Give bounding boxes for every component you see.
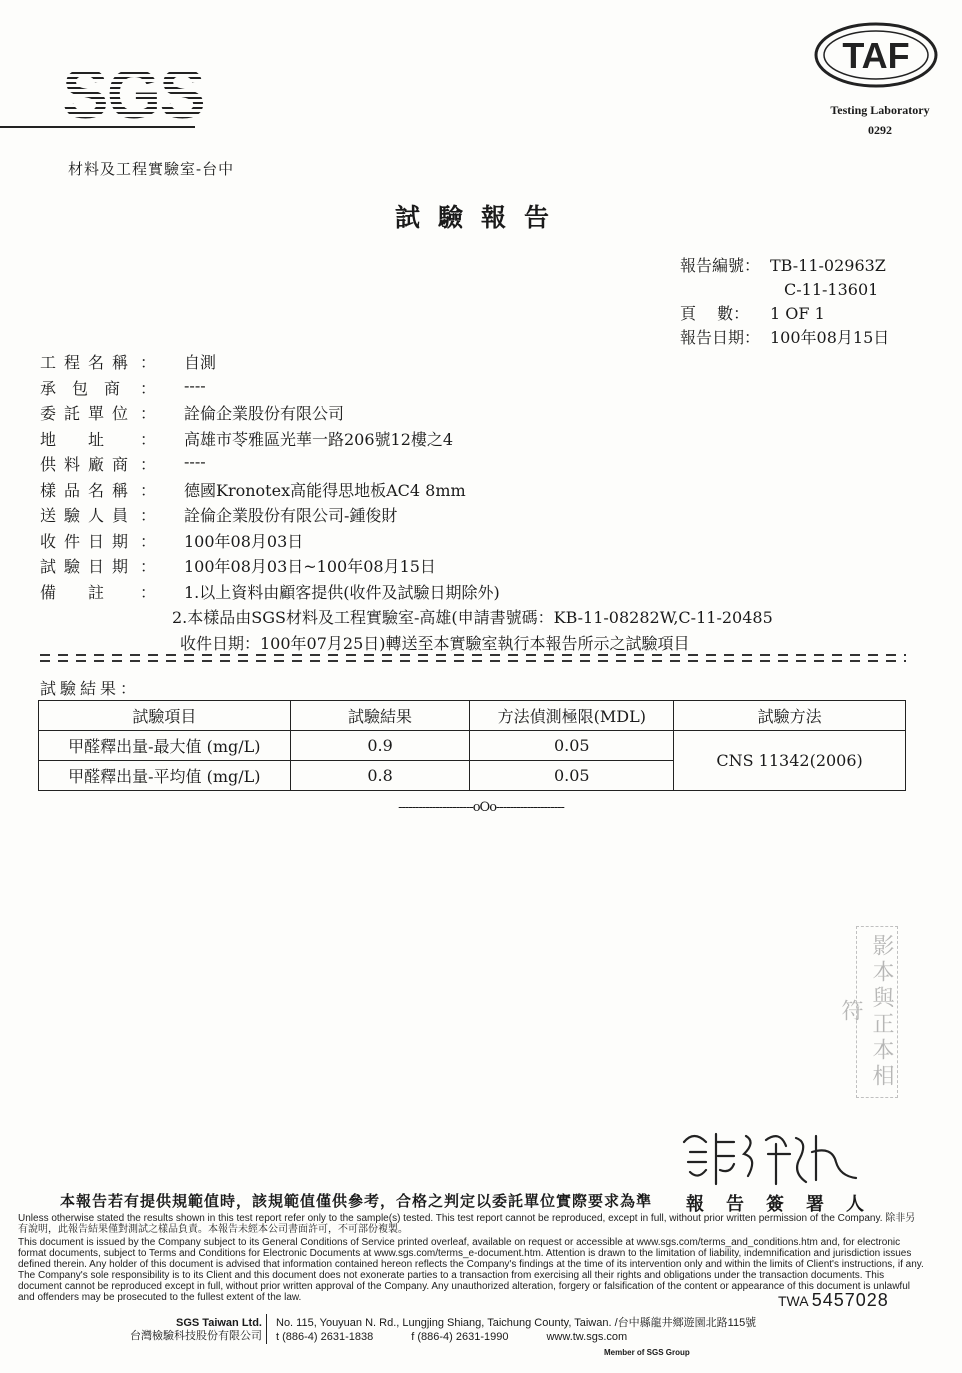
test-method: CNS 11342(2006) xyxy=(674,731,906,791)
fine-print-2: This document is issued by the Company subject to its General Conditions of Service printed overleaf, available on request or accessible at www.sgs.com/terms_and_conditions.htm and, for electronic format documents, subject to Terms and Conditions for Electronic Documents at www.sgs.com/terms_e-document.htm. Attention is drawn to the limitation of liability, indemnification and jurisdiction issues defined therein. Any holder of this document is advised that information contained hereon reflects the Company's findings at the time of its intervention only and within the limits of Client's instructions, if any. The Company's sole responsibility is to its Client and this document does not exonerate parties to a transaction from exercising all their rights and obligations under the transaction documents. This document cannot be reproduced except in full, without prior written approval of the Company. Any unauthorized alteration, forgery or falsification of the content or appearance of this document is unlawful and offenders may be prosecuted to the fullest extent of the law. xyxy=(18,1237,924,1303)
info-value: 詮倫企業股份有限公司-鍾俊財 xyxy=(184,506,398,525)
report-meta xyxy=(680,254,889,350)
header-mdl: 方法偵測極限(MDL) xyxy=(470,701,674,731)
fax: f (886-4) 2631-1990 xyxy=(411,1331,509,1343)
pages-value: 1 OF 1 xyxy=(770,304,825,323)
info-label: 樣 品 名 稱 ： xyxy=(40,480,156,500)
report-date-value: 100年08月15日 xyxy=(770,328,890,347)
tel: t (886-4) 2631-1838 xyxy=(276,1331,374,1343)
info-label: 供 料 廠 商 ： xyxy=(40,455,156,474)
footer-address xyxy=(276,1316,756,1344)
signatory-label: 報告簽署人 xyxy=(686,1194,886,1215)
row-mdl: 0.05 xyxy=(470,731,674,761)
row-result: 0.9 xyxy=(290,731,470,761)
taf-logo xyxy=(812,20,940,90)
taf-logo-text: TAF xyxy=(842,35,910,76)
info-label: 委 託 單 位 ： xyxy=(40,404,156,423)
row-item: 甲醛釋出量-平均值 (mg/L) xyxy=(39,761,291,791)
pages-label: 頁 數： xyxy=(680,304,750,323)
signature xyxy=(676,1122,876,1192)
info-value: 收件日期：100年07月25日)轉送至本實驗室執行本報告所示之試驗項目 xyxy=(180,633,690,653)
lab-name: 材料及工程實驗室-台中 xyxy=(68,160,235,178)
double-dash-divider xyxy=(40,654,906,668)
header-result: 試驗結果 xyxy=(290,701,470,731)
company-en: SGS Taiwan Ltd. xyxy=(176,1317,262,1329)
info-value: 1.以上資料由顧客提供(收件及試驗日期除外) xyxy=(184,582,500,602)
end-mark: ----------------------oOo-------------------- xyxy=(398,800,564,815)
results-table xyxy=(38,700,906,791)
info-value: ---- xyxy=(184,452,206,471)
info-value: 高雄市苓雅區光華一路206號12樓之4 xyxy=(184,429,454,449)
fine-print-1: Unless otherwise stated the results shown in this test report refer only to the sample(s) tested. This test report cannot be reproduced, except in full, without prior written permission of the Company. 除非另有說明，此報告結果僅對測試之樣品負責。本報告未經本公司書面許可，不可部份複製。 xyxy=(18,1213,916,1235)
footer-company xyxy=(104,1317,262,1343)
info-value: ---- xyxy=(184,375,206,395)
info-value: 2.本樣品由SGS材料及工程實驗室-高雄(申請書號碼：KB-11-08282W,C-11-20485 xyxy=(172,608,773,627)
info-value: 100年08月03日 xyxy=(184,531,304,551)
sgs-logo xyxy=(62,55,212,133)
member-label: Member of SGS Group xyxy=(604,1348,690,1357)
row-item: 甲醛釋出量-最大值 (mg/L) xyxy=(39,731,291,761)
info-label: 送 驗 人 員 ： xyxy=(40,506,156,525)
table-row xyxy=(39,731,906,761)
sgs-logo-text: SGS xyxy=(62,55,204,133)
taf-caption xyxy=(818,100,942,140)
report-no-2: C-11-13601 xyxy=(784,280,879,299)
taf-caption-line1: Testing Laboratory xyxy=(830,103,930,117)
header-method: 試驗方法 xyxy=(674,701,906,731)
disclaimer: 本報告若有提供規範值時，該規範值僅供參考，合格之判定以委託單位實際要求為準 xyxy=(60,1192,653,1210)
info-label: 備 註 ： xyxy=(40,582,156,602)
row-result: 0.8 xyxy=(290,761,470,791)
info-label: 工 程 名 稱 ： xyxy=(40,353,156,372)
results-label: 試驗結果： xyxy=(40,679,141,698)
row-mdl: 0.05 xyxy=(470,761,674,791)
report-no-label: 報告編號： xyxy=(680,256,761,275)
info-value: 100年08月03日~100年08月15日 xyxy=(184,557,436,576)
header-item: 試驗項目 xyxy=(39,701,291,731)
web: www.tw.sgs.com xyxy=(546,1331,628,1343)
info-value: 詮倫企業股份有限公司 xyxy=(184,404,345,423)
info-value: 德國Kronotex高能得思地板AC4 8mm xyxy=(184,480,466,500)
footer-divider xyxy=(266,1314,267,1344)
serial-prefix: TWA xyxy=(778,1293,808,1309)
page-title: 試驗報告 xyxy=(394,203,567,232)
address: No. 115, Youyuan N. Rd., Lungjing Shiang, Taichung County, Taiwan. /台中縣龍井鄉遊園北路115號 xyxy=(276,1317,757,1329)
info-label: 試 驗 日 期 ： xyxy=(40,557,156,576)
serial-value: 5457028 xyxy=(811,1290,889,1310)
info-label: 收 件 日 期 ： xyxy=(40,531,156,551)
info-label: 地 址 ： xyxy=(40,429,156,449)
serial-number xyxy=(778,1290,889,1311)
company-zh: 台灣檢驗科技股份有限公司 xyxy=(130,1330,262,1342)
table-header-row xyxy=(39,701,906,731)
info-value: 自測 xyxy=(184,353,217,372)
logo-underline xyxy=(0,126,195,128)
info-label: 承 包 商 ： xyxy=(40,378,156,398)
taf-caption-line2: 0292 xyxy=(868,123,892,137)
copy-stamp: 影本與正本相符 xyxy=(856,926,898,1098)
report-date-label: 報告日期： xyxy=(680,328,761,347)
report-no-1: TB-11-02963Z xyxy=(770,256,886,275)
